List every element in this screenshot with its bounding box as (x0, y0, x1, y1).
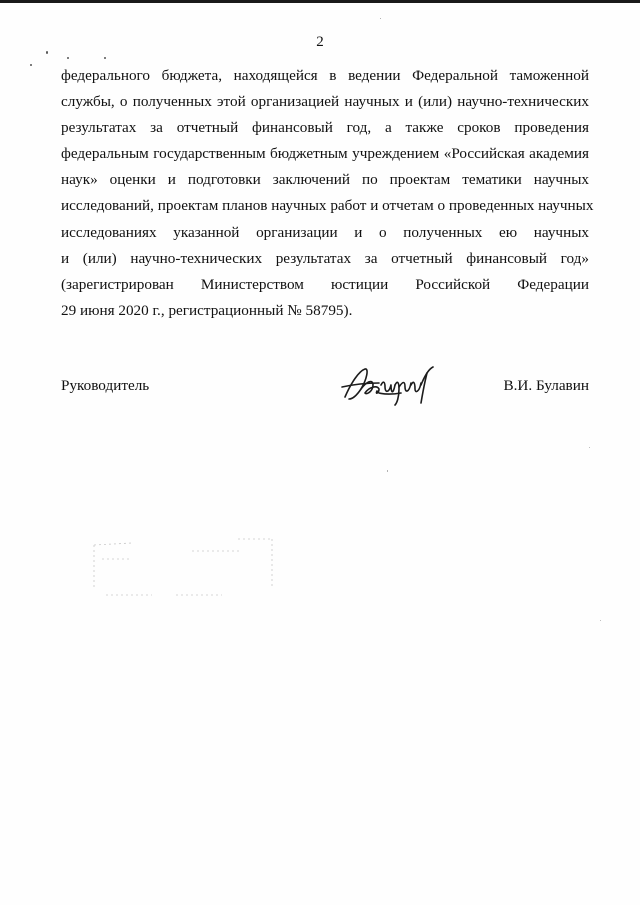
scan-speck (104, 57, 106, 59)
body-line: и (или) научно-технических результатах за отчетный финансовый год» (61, 249, 589, 267)
document-body (61, 63, 594, 324)
body-line: федеральным государственным бюджетным учреждением «Российская академия (61, 145, 589, 163)
page-number: 2 (316, 34, 324, 50)
scan-speck (600, 620, 601, 621)
body-line: исследованиях указанной организации и о полученных ею научных (61, 223, 589, 241)
scan-speck (46, 51, 48, 54)
body-line: 29 июня 2020 г., регистрационный № 58795). (61, 301, 353, 319)
signature-block (61, 375, 589, 415)
faded-stamp-outline (92, 537, 274, 597)
scan-speck (30, 64, 32, 66)
handwritten-signature (339, 363, 439, 409)
body-line: исследований, проектам планов научных работ и отчетам о проведенных научных (61, 197, 594, 215)
body-line: наук» оценки и подготовки заключений по проектам тематики научных (61, 171, 589, 189)
body-line: результатах за отчетный финансовый год, а также сроков проведения (61, 119, 589, 137)
top-border-line (0, 0, 640, 3)
signatory-title: Руководитель (61, 377, 150, 394)
body-line: федерального бюджета, находящейся в ведении Федеральной таможенной (61, 67, 589, 84)
scan-speck (380, 18, 381, 19)
scan-speck (387, 470, 388, 472)
body-line: (зарегистрирован Министерством юстиции Российской Федерации (61, 275, 589, 293)
body-line: службы, о полученных этой организацией научных и (или) научно-технических (61, 93, 589, 111)
scan-speck (589, 447, 590, 448)
scan-speck (67, 57, 69, 59)
signatory-name: В.И. Булавин (503, 377, 589, 394)
